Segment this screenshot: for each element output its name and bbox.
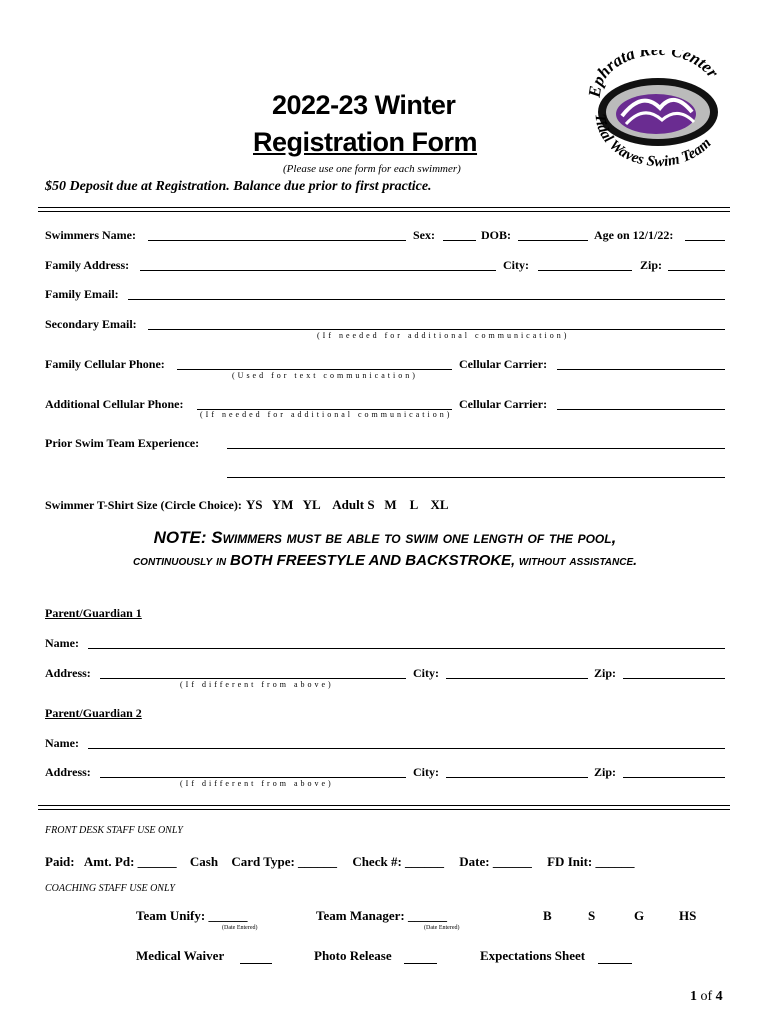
family-address-field[interactable] — [140, 270, 496, 271]
zip-field[interactable] — [668, 270, 725, 271]
guardian2-name-field[interactable] — [88, 748, 725, 749]
city-field[interactable] — [538, 270, 632, 271]
family-cell-label: Family Cellular Phone: — [45, 357, 165, 371]
subtitle: (Please use one form for each swimmer) — [283, 163, 461, 175]
note-line2-a: continuously in — [132, 552, 230, 568]
tshirt-label: Swimmer T-Shirt Size (Circle Choice): — [45, 498, 242, 512]
secondary-email-hint: (If needed for additional communication) — [317, 331, 570, 340]
carrier2-label: Cellular Carrier: — [459, 397, 548, 411]
coaching-heading: COACHING STAFF USE ONLY — [45, 883, 175, 894]
age-label: Age on 12/1/22: — [594, 228, 674, 242]
check-field[interactable]: Check #: ______ — [352, 854, 445, 869]
carrier-field[interactable] — [557, 369, 725, 370]
guardian2-hint: (If different from above) — [180, 779, 334, 788]
title-line1: 2022-23 Winter — [272, 90, 456, 120]
swimmer-name-field[interactable] — [148, 240, 406, 241]
expectations-sheet-label: Expectations Sheet — [480, 948, 586, 963]
team-unify-field[interactable]: Team Unify: ______ — [136, 908, 248, 923]
guardian1-hint: (If different from above) — [180, 680, 334, 689]
family-address-label: Family Address: — [45, 258, 130, 272]
payment-row — [45, 854, 635, 870]
front-desk-heading: FRONT DESK STAFF USE ONLY — [45, 825, 183, 836]
family-email-field[interactable] — [128, 299, 725, 300]
page-total: 4 — [715, 989, 723, 1004]
note-line2 — [0, 552, 770, 569]
fd-init-field[interactable]: FD Init: ______ — [547, 854, 635, 869]
family-cell-field[interactable] — [177, 369, 452, 370]
guardian2-address-label: Address: — [45, 765, 91, 779]
prior-experience-field-2[interactable] — [227, 477, 725, 478]
card-field[interactable]: Card Type: ______ — [231, 854, 338, 869]
guardian1-name-label: Name: — [45, 636, 79, 650]
page-of: of — [700, 989, 713, 1004]
carrier-label: Cellular Carrier: — [459, 357, 548, 371]
zip-label: Zip: — [640, 258, 663, 272]
guardian1-address-label: Address: — [45, 666, 91, 680]
prior-experience-label: Prior Swim Team Experience: — [45, 436, 200, 450]
divider-bottom — [38, 805, 730, 810]
guardian1-heading: Parent/Guardian 1 — [45, 606, 142, 620]
dob-field[interactable] — [518, 240, 588, 241]
note-line1-text: NOTE: Swimmers must be able to swim one length of the pool, — [153, 528, 617, 547]
note-line2-b: BOTH FREESTYLE AND BACKSTROKE — [229, 552, 512, 569]
family-email-label: Family Email: — [45, 287, 119, 301]
guardian1-zip-field[interactable] — [623, 678, 725, 679]
guardian2-name-label: Name: — [45, 736, 79, 750]
sex-label: Sex: — [413, 228, 435, 242]
tshirt-sizes[interactable]: YS YM YL Adult S M L XL — [245, 497, 449, 512]
guardian2-zip-field[interactable] — [623, 777, 725, 778]
level-b[interactable]: B — [543, 908, 552, 923]
amt-field[interactable]: Amt. Pd: ______ — [83, 854, 177, 869]
tshirt-row — [45, 496, 449, 514]
guardian2-heading: Parent/Guardian 2 — [45, 706, 142, 720]
title-line2: Registration Form — [253, 127, 478, 157]
secondary-email-label: Secondary Email: — [45, 317, 137, 331]
medical-waiver-field[interactable] — [240, 963, 272, 964]
age-field[interactable] — [685, 240, 725, 241]
dob-label: DOB: — [481, 228, 511, 242]
team-unify-hint: (Date Entered) — [222, 925, 258, 931]
guardian1-zip-label: Zip: — [594, 666, 617, 680]
expectations-sheet-field[interactable] — [598, 963, 632, 964]
note-line2-c: , without assistance. — [511, 552, 638, 568]
guardian1-name-field[interactable] — [88, 648, 725, 649]
level-s[interactable]: S — [588, 908, 596, 923]
swimmer-name-label: Swimmers Name: — [45, 228, 136, 242]
logo-top-text: Ephrata R Center — [584, 50, 723, 99]
guardian2-city-label: City: — [413, 765, 439, 779]
paid-label: Paid: — [45, 854, 75, 869]
photo-release-label: Photo Release — [314, 948, 392, 963]
carrier2-field[interactable] — [557, 409, 725, 410]
team-manager-field[interactable]: Team Manager: ______ — [316, 908, 447, 923]
date-field[interactable]: Date: ______ — [459, 854, 532, 869]
guardian1-city-field[interactable] — [446, 678, 588, 679]
guardian2-zip-label: Zip: — [594, 765, 617, 779]
logo-bottom-text: Tidal Waves Swim Team — [591, 113, 715, 171]
photo-release-field[interactable] — [404, 963, 437, 964]
city-label: City: — [503, 258, 529, 272]
divider-top — [38, 207, 730, 212]
note-line1 — [0, 528, 770, 548]
page-number — [690, 989, 723, 1005]
guardian2-city-field[interactable] — [446, 777, 588, 778]
secondary-email-field[interactable] — [148, 329, 725, 330]
page-current: 1 — [690, 989, 697, 1004]
level-hs[interactable]: HS — [679, 908, 697, 923]
team-manager-hint: (Date Entered) — [424, 925, 460, 931]
additional-cell-label: Additional Cellular Phone: — [45, 397, 184, 411]
sex-field[interactable] — [443, 240, 476, 241]
family-cell-hint: (Used for text communication) — [232, 371, 418, 380]
logo — [582, 50, 732, 175]
cash-label[interactable]: Cash — [189, 854, 219, 869]
medical-waiver-label: Medical Waiver — [136, 948, 225, 963]
level-g[interactable]: G — [634, 908, 645, 923]
guardian1-address-field[interactable] — [100, 678, 406, 679]
prior-experience-field-1[interactable] — [227, 448, 725, 449]
deposit-note: $50 Deposit due at Registration. Balance due prior to first practice. — [45, 179, 432, 194]
guardian2-address-field[interactable] — [100, 777, 406, 778]
additional-cell-hint: (If needed for additional communication) — [200, 410, 453, 419]
guardian1-city-label: City: — [413, 666, 439, 680]
